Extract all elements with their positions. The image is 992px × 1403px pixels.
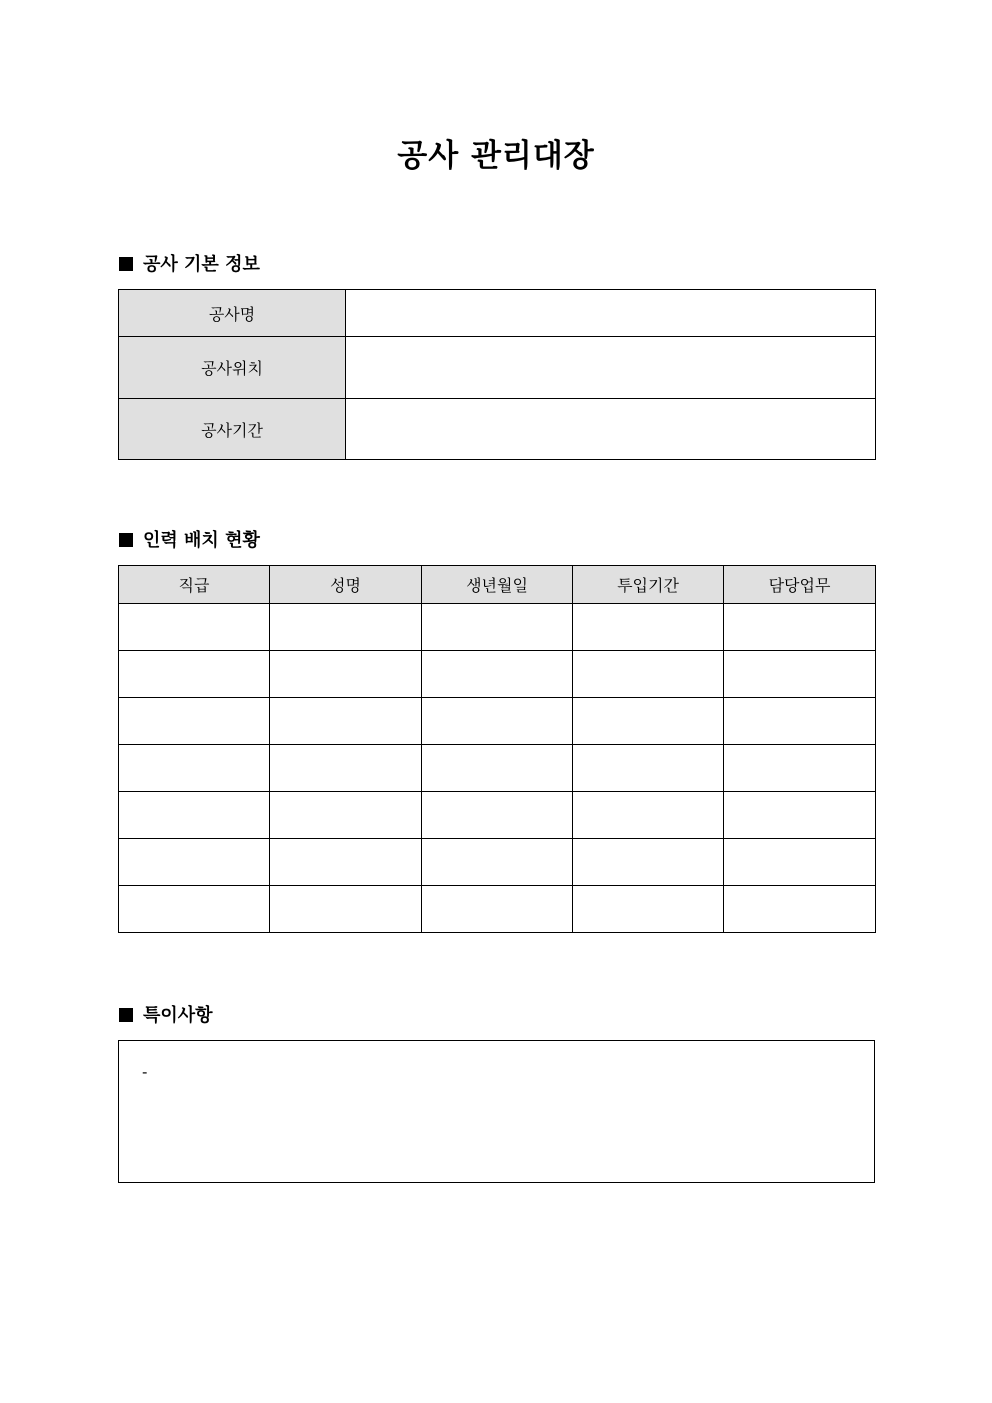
label-project-location: 공사위치 (119, 337, 346, 399)
project-name-field[interactable] (346, 290, 876, 337)
notes-line: - (142, 1063, 148, 1081)
table-cell[interactable] (573, 839, 724, 886)
table-cell[interactable] (119, 792, 270, 839)
label-project-name: 공사명 (119, 290, 346, 337)
table-row (119, 886, 876, 933)
table-cell[interactable] (270, 604, 422, 651)
table-cell[interactable] (724, 745, 876, 792)
table-cell[interactable] (119, 651, 270, 698)
notes-heading (119, 1004, 213, 1028)
table-cell[interactable] (270, 839, 422, 886)
table-cell[interactable] (119, 745, 270, 792)
table-cell[interactable] (422, 839, 573, 886)
table-row (119, 698, 876, 745)
table-cell[interactable] (573, 745, 724, 792)
table-cell[interactable] (724, 792, 876, 839)
column-header-name: 성명 (270, 566, 422, 604)
table-cell[interactable] (422, 604, 573, 651)
document-title: 공사 관리대장 (397, 138, 595, 174)
table-cell[interactable] (422, 698, 573, 745)
table-cell[interactable] (724, 886, 876, 933)
table-cell[interactable] (119, 839, 270, 886)
table-cell[interactable] (422, 886, 573, 933)
table-cell[interactable] (119, 604, 270, 651)
table-cell[interactable] (119, 698, 270, 745)
table-row (119, 604, 876, 651)
project-location-field[interactable] (346, 337, 876, 399)
column-header-assignment-period: 투입기간 (573, 566, 724, 604)
staffing-heading (119, 529, 260, 553)
table-cell[interactable] (119, 886, 270, 933)
table-cell[interactable] (270, 651, 422, 698)
label-project-period: 공사기간 (119, 399, 346, 460)
table-cell[interactable] (573, 886, 724, 933)
table-row (119, 290, 876, 337)
table-cell[interactable] (724, 839, 876, 886)
column-header-duty: 담당업무 (724, 566, 876, 604)
table-cell[interactable] (270, 792, 422, 839)
table-row (119, 839, 876, 886)
table-cell[interactable] (724, 651, 876, 698)
staffing-table (118, 565, 876, 933)
table-row (119, 792, 876, 839)
notes-heading-text: 특이사항 (143, 1005, 213, 1026)
table-row (119, 337, 876, 399)
table-header-row (119, 566, 876, 604)
table-cell[interactable] (422, 651, 573, 698)
square-bullet-icon (119, 1008, 133, 1022)
table-cell[interactable] (422, 745, 573, 792)
project-period-field[interactable] (346, 399, 876, 460)
table-cell[interactable] (270, 745, 422, 792)
table-cell[interactable] (724, 604, 876, 651)
notes-box[interactable] (118, 1040, 875, 1183)
table-cell[interactable] (724, 698, 876, 745)
table-row (119, 745, 876, 792)
table-cell[interactable] (573, 698, 724, 745)
square-bullet-icon (119, 533, 133, 547)
table-cell[interactable] (270, 886, 422, 933)
column-header-birthdate: 생년월일 (422, 566, 573, 604)
table-row (119, 651, 876, 698)
basic-info-heading-text: 공사 기본 정보 (143, 254, 260, 275)
staffing-heading-text: 인력 배치 현황 (143, 530, 260, 551)
square-bullet-icon (119, 257, 133, 271)
table-cell[interactable] (422, 792, 573, 839)
table-cell[interactable] (573, 604, 724, 651)
basic-info-table (118, 289, 876, 460)
table-cell[interactable] (270, 698, 422, 745)
table-row (119, 399, 876, 460)
column-header-rank: 직급 (119, 566, 270, 604)
table-cell[interactable] (573, 792, 724, 839)
table-cell[interactable] (573, 651, 724, 698)
basic-info-heading (119, 253, 260, 277)
